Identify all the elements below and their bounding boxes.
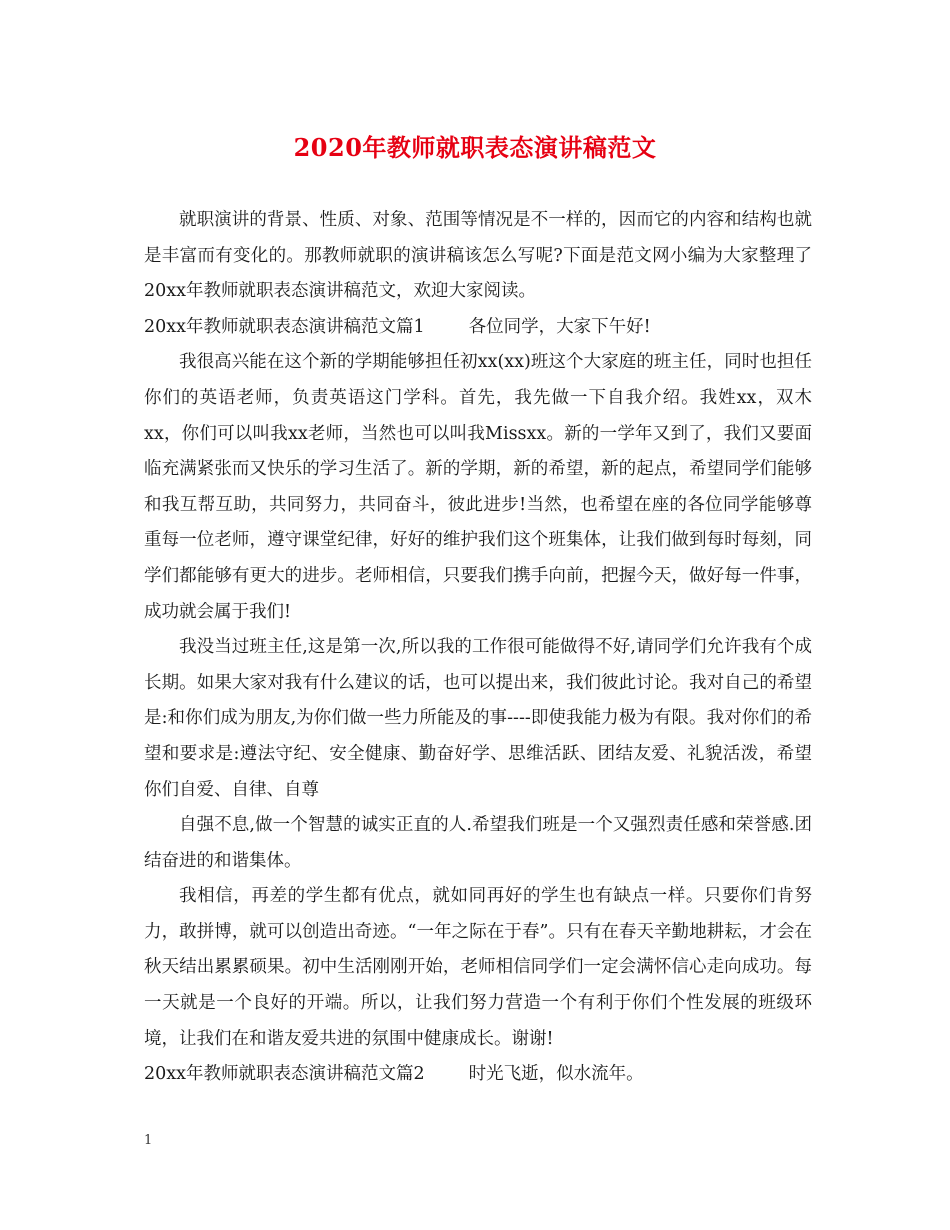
document-body [144, 203, 812, 1093]
intro-paragraph: 就职演讲的背景、性质、对象、范围等情况是不一样的，因而它的内容和结构也就是丰富而有变化的。那教师就职的演讲稿该怎么写呢?下面是范文网小编为大家整理了20xx年教师就职表态演讲稿范文，欢迎大家阅读。 [144, 210, 812, 302]
document-title: 2020年教师就职表态演讲稿范文 [293, 133, 657, 162]
section1-paragraph-3: 自强不息,做一个智慧的诚实正直的人.希望我们班是一个又强烈责任感和荣誉感.团结奋进的和谐集体。 [144, 815, 812, 871]
section1-greeting: 各位同学，大家下午好! [468, 316, 651, 337]
section1-paragraph-4: 我相信，再差的学生都有优点，就如同再好的学生也有缺点一样。只要你们肯努力，敢拼博，就可以创造出奇迹。“一年之际在于春”。只有在春天辛勤地耕耘，才会在秋天结出累累硕果。初中生活刚刚开始，老师相信同学们一定会满怀信心走向成功。每一天就是一个良好的开端。所以，让我们努力营造一个有利于你们个性发展的班级环境，让我们在和谐友爱共进的氛围中健康成长。谢谢! [144, 886, 812, 1049]
section2-greeting: 时光飞逝，似水流年。 [468, 1064, 644, 1085]
section1-paragraph-2: 我没当过班主任,这是第一次,所以我的工作很可能做得不好,请同学们允许我有个成长期。如果大家对我有什么建议的话，也可以提出来，我们彼此讨论。我对自己的希望是:和你们成为朋友,为你们做一些力所能及的事----即使我能力极为有限。我对你们的希望和要求是:遵法守纪、安全健康、勤奋好学、思维活跃、团结友爱、礼貌活泼，希望你们自爱、自律、自尊 [144, 637, 812, 800]
section2-heading: 20xx年教师就职表态演讲稿范文篇2 [144, 1064, 425, 1085]
section1-heading-line [144, 310, 812, 346]
section1-heading: 20xx年教师就职表态演讲稿范文篇1 [144, 316, 425, 337]
page-number: 1 [144, 1133, 153, 1148]
section2-heading-line [144, 1057, 812, 1093]
section1-paragraph-1: 我很高兴能在这个新的学期能够担任初xx(xx)班这个大家庭的班主任，同时也担任你们的英语老师，负责英语这门学科。首先，我先做一下自我介绍。我姓xx，双木xx，你们可以叫我xx老师，当然也可以叫我Missxx。新的一学年又到了，我们又要面临充满紧张而又快乐的学习生活了。新的学期，新的希望，新的起点，希望同学们能够和我互帮互助，共同努力，共同奋斗，彼此进步!当然，也希望在座的各位同学能够尊重每一位老师，遵守课堂纪律，好好的维护我们这个班集体，让我们做到每时每刻，同学们都能够有更大的进步。老师相信，只要我们携手向前，把握今天，做好每一件事，成功就会属于我们! [144, 352, 812, 622]
